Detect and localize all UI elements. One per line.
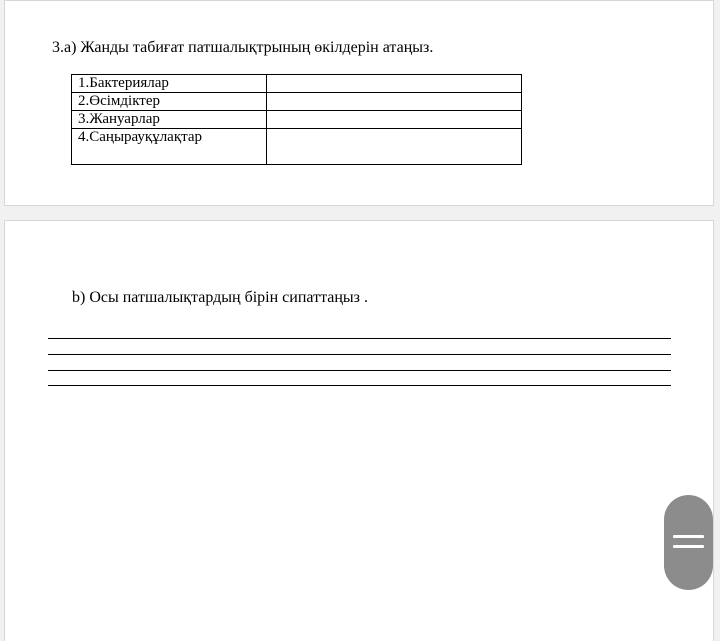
table-cell-label: 1.Бактериялар <box>72 75 267 93</box>
table-cell-label: 2.Өсімдіктер <box>72 93 267 111</box>
table-cell-answer <box>267 93 522 111</box>
question-a-text: 3.a) Жанды табиғат патшалықтрының өкілдерін атаңыз. <box>52 39 434 56</box>
table-row <box>72 93 522 111</box>
document-page-1 <box>4 0 714 206</box>
table-row <box>72 111 522 129</box>
answer-line <box>48 338 671 339</box>
table-cell-answer <box>267 75 522 93</box>
document-page-2 <box>4 220 714 641</box>
table-cell-label: 4.Саңырауқұлақтар <box>72 129 267 165</box>
answer-line <box>48 354 671 355</box>
table-cell-answer <box>267 129 522 165</box>
question-b-text: b) Осы патшалықтардың бірін сипаттаңыз . <box>72 289 368 306</box>
kingdoms-table <box>71 74 522 165</box>
answer-line <box>48 385 671 386</box>
table-row <box>72 75 522 93</box>
table-cell-label: 3.Жануарлар <box>72 111 267 129</box>
table-cell-answer <box>267 111 522 129</box>
table-row <box>72 129 522 165</box>
answer-line <box>48 370 671 371</box>
floating-menu-button[interactable] <box>664 495 713 590</box>
